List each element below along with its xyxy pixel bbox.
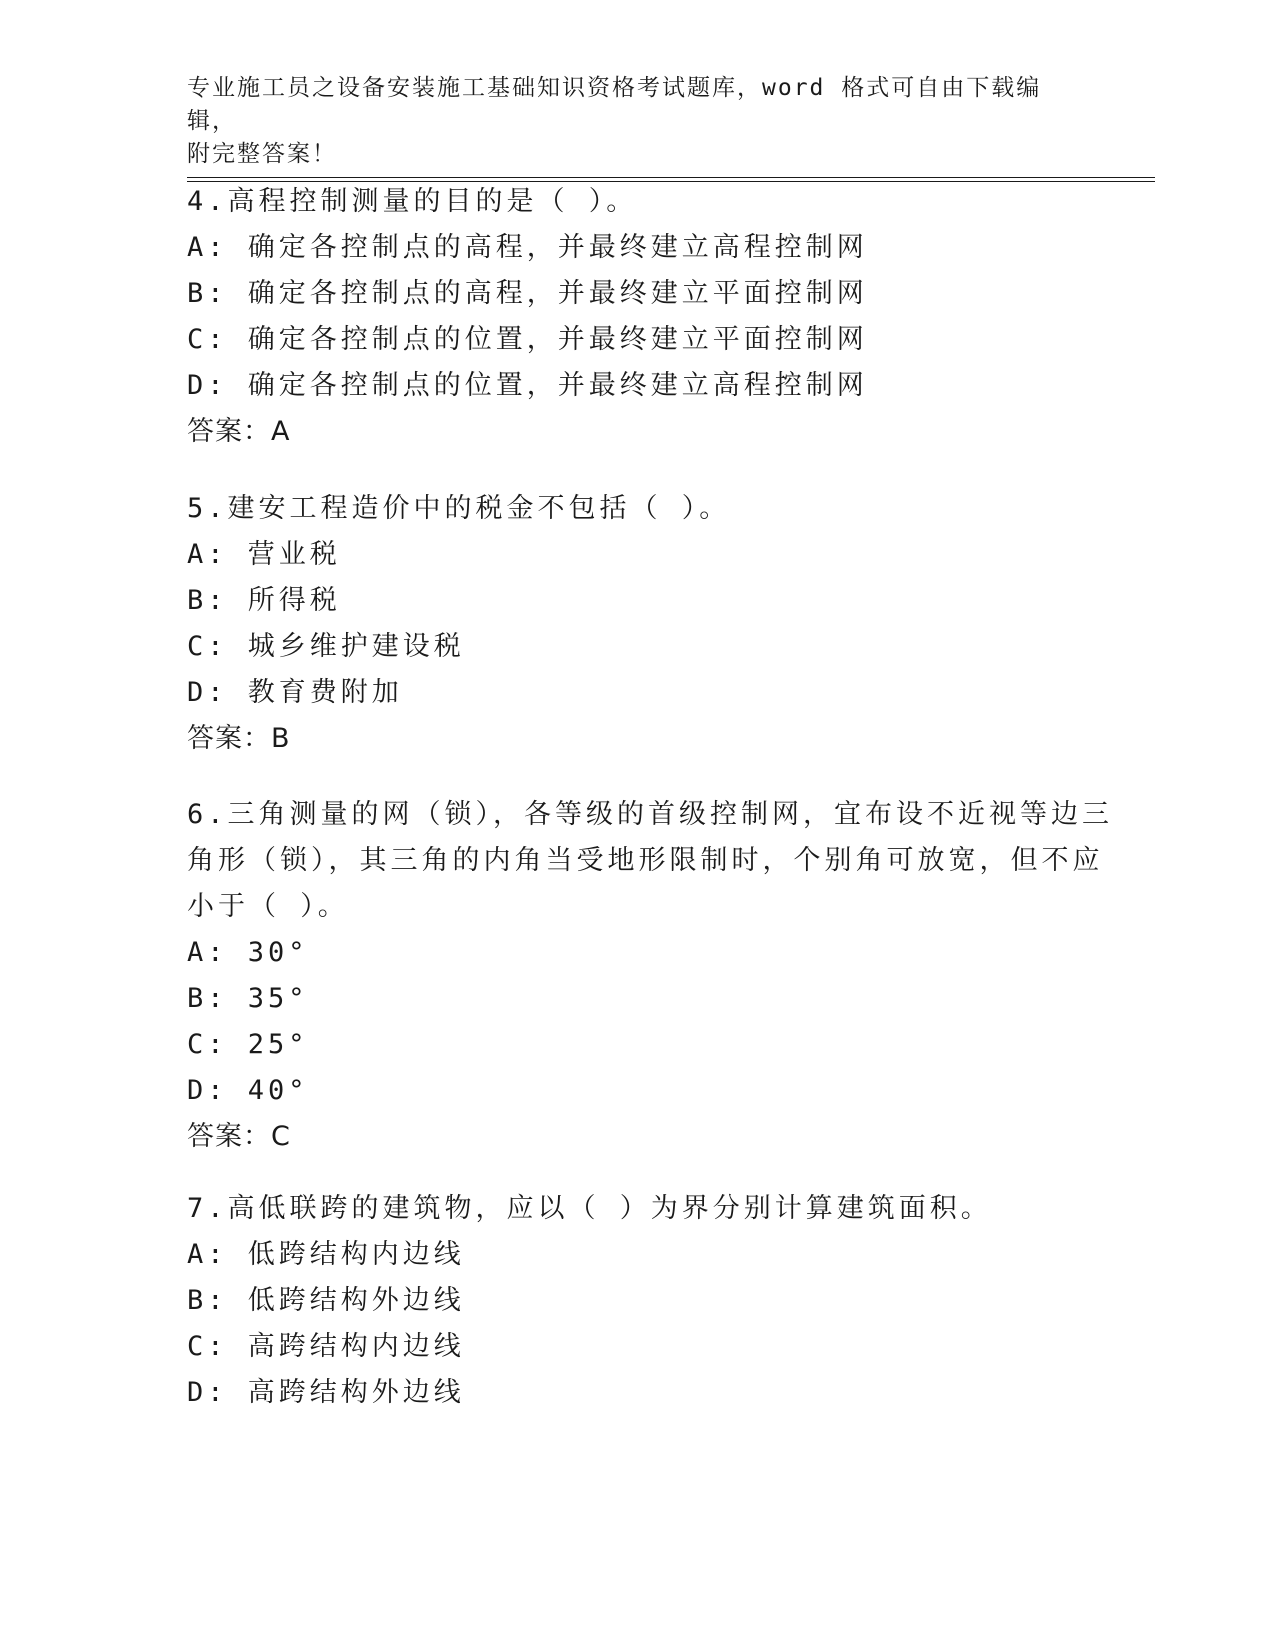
document-header (187, 72, 1087, 171)
option-c: C: 25° (187, 1029, 309, 1060)
option-b: B: 确定各控制点的高程，并最终建立平面控制网 (187, 278, 868, 309)
question-stem: 5.建安工程造价中的税金不包括（ ）。 (187, 493, 731, 524)
question-stem-line-3: 小于（ ）。 (187, 891, 349, 922)
answer-line: 答案：B (187, 723, 291, 754)
option-b: B: 35° (187, 983, 309, 1014)
option-a: A: 营业税 (187, 539, 341, 570)
option-d: D: 高跨结构外边线 (187, 1377, 465, 1408)
option-a: A: 30° (187, 937, 309, 968)
answer-line: 答案：C (187, 1121, 291, 1152)
header-line-1: 专业施工员之设备安装施工基础知识资格考试题库，word 格式可自由下载编辑， (187, 75, 1042, 134)
option-c: C: 高跨结构内边线 (187, 1331, 465, 1362)
question-stem: 7.高低联跨的建筑物，应以（ ）为界分别计算建筑面积。 (187, 1193, 992, 1224)
question-5 (187, 486, 1087, 762)
option-b: B: 所得税 (187, 585, 341, 616)
question-stem-line-1: 6.三角测量的网（锁），各等级的首级控制网，宜布设不近视等边三 (187, 799, 1114, 830)
option-b: B: 低跨结构外边线 (187, 1285, 465, 1316)
question-stem-line-2: 角形（锁），其三角的内角当受地形限制时，个别角可放宽，但不应 (187, 845, 1104, 876)
option-d: D: 教育费附加 (187, 677, 403, 708)
question-stem: 4.高程控制测量的目的是（ ）。 (187, 186, 638, 217)
option-a: A: 低跨结构内边线 (187, 1239, 465, 1270)
question-4 (187, 179, 1087, 455)
option-a: A: 确定各控制点的高程，并最终建立高程控制网 (187, 232, 868, 263)
option-d: D: 40° (187, 1075, 309, 1106)
question-7 (187, 1186, 1087, 1416)
question-6 (187, 792, 1114, 1160)
header-line-2: 附完整答案！ (187, 141, 337, 167)
option-c: C: 确定各控制点的位置，并最终建立平面控制网 (187, 324, 868, 355)
answer-line: 答案：A (187, 416, 291, 447)
option-d: D: 确定各控制点的位置，并最终建立高程控制网 (187, 370, 868, 401)
option-c: C: 城乡维护建设税 (187, 631, 465, 662)
